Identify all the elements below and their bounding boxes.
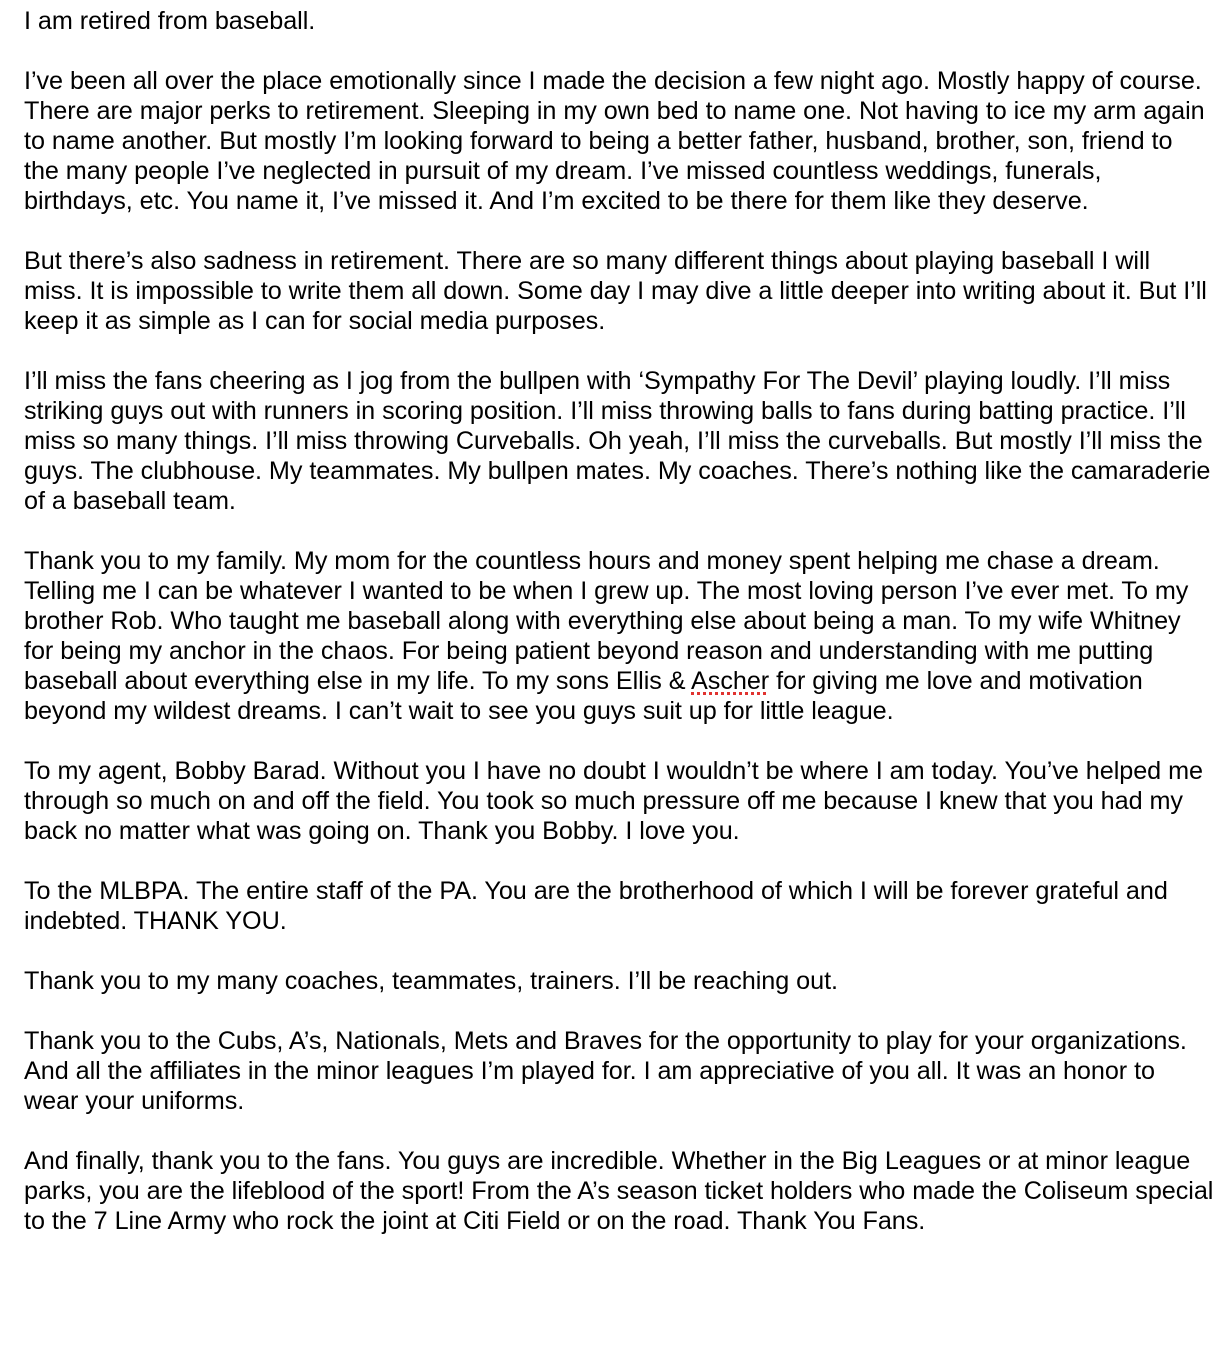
paragraph-emotions: I’ve been all over the place emotionally since I made the decision a few night ago. Mostly happy of course. There are major perks to retirement. Sleeping in my own bed to name one. Not having to ice my arm again to name another. But mostly I’m looking forward to being a better father, husband, brother, son, friend to the many people I’ve neglected in pursuit of my dream. I’ve missed countless weddings, funerals, birthdays, etc. You name it, I’ve missed it. And I’m excited to be there for them like they deserve. — [24, 67, 1205, 215]
retirement-letter — [24, 6, 1214, 1236]
paragraph-coaches: Thank you to my many coaches, teammates, trainers. I’ll be reaching out. — [24, 967, 838, 995]
family-text-before: Thank you to my family. My mom for the countless hours and money spent helping me chase a dream. Telling me I can be whatever I wanted to be when I grew up. The most loving person I’ve ever met. To my brother Rob. Who taught me baseball along with everything else about being a man. To my wife Whitney for being my anchor in the chaos. For being patient beyond reason and understanding with me putting baseball about everything else in my life. To my sons Ellis & — [24, 547, 1189, 695]
paragraph-family — [24, 546, 1214, 726]
paragraph-teams: Thank you to the Cubs, A’s, Nationals, Mets and Braves for the opportunity to play for your organizations. And all the affiliates in the minor leagues I’m played for. I am appreciative of you all. It was an honor to wear your uniforms. — [24, 1027, 1187, 1115]
paragraph-fans: And finally, thank you to the fans. You guys are incredible. Whether in the Big Leagues or at minor league parks, you are the lifeblood of the sport! From the A’s season ticket holders who made the Coliseum special to the 7 Line Army who rock the joint at Citi Field or on the road. Thank You Fans. — [24, 1147, 1214, 1235]
paragraph-opening: I am retired from baseball. — [24, 7, 316, 35]
paragraph-will-miss: I’ll miss the fans cheering as I jog from the bullpen with ‘Sympathy For The Devil’ playing loudly. I’ll miss striking guys out with runners in scoring position. I’ll miss throwing balls to fans during batting practice. I’ll miss so many things. I’ll miss throwing Curveballs. Oh yeah, I’ll miss the curveballs. But mostly I’ll miss the guys. The clubhouse. My teammates. My bullpen mates. My coaches. There’s nothing like the camaraderie of a baseball team. — [24, 367, 1211, 515]
paragraph-mlbpa: To the MLBPA. The entire staff of the PA. You are the brotherhood of which I will be forever grateful and indebted. THANK YOU. — [24, 877, 1168, 935]
spellcheck-flagged-word[interactable]: Ascher — [691, 667, 770, 695]
family-text-after: for giving me love and motivation beyond my wildest dreams. I can’t wait to see you guys suit up for little league. — [24, 667, 1143, 725]
paragraph-agent: To my agent, Bobby Barad. Without you I have no doubt I wouldn’t be where I am today. You’ve helped me through so much on and off the field. You took so much pressure off me because I knew that you had my back no matter what was going on. Thank you Bobby. I love you. — [24, 757, 1203, 845]
paragraph-sadness: But there’s also sadness in retirement. There are so many different things about playing baseball I will miss. It is impossible to write them all down. Some day I may dive a little deeper into writing about it. But I’ll keep it as simple as I can for social media purposes. — [24, 247, 1207, 335]
